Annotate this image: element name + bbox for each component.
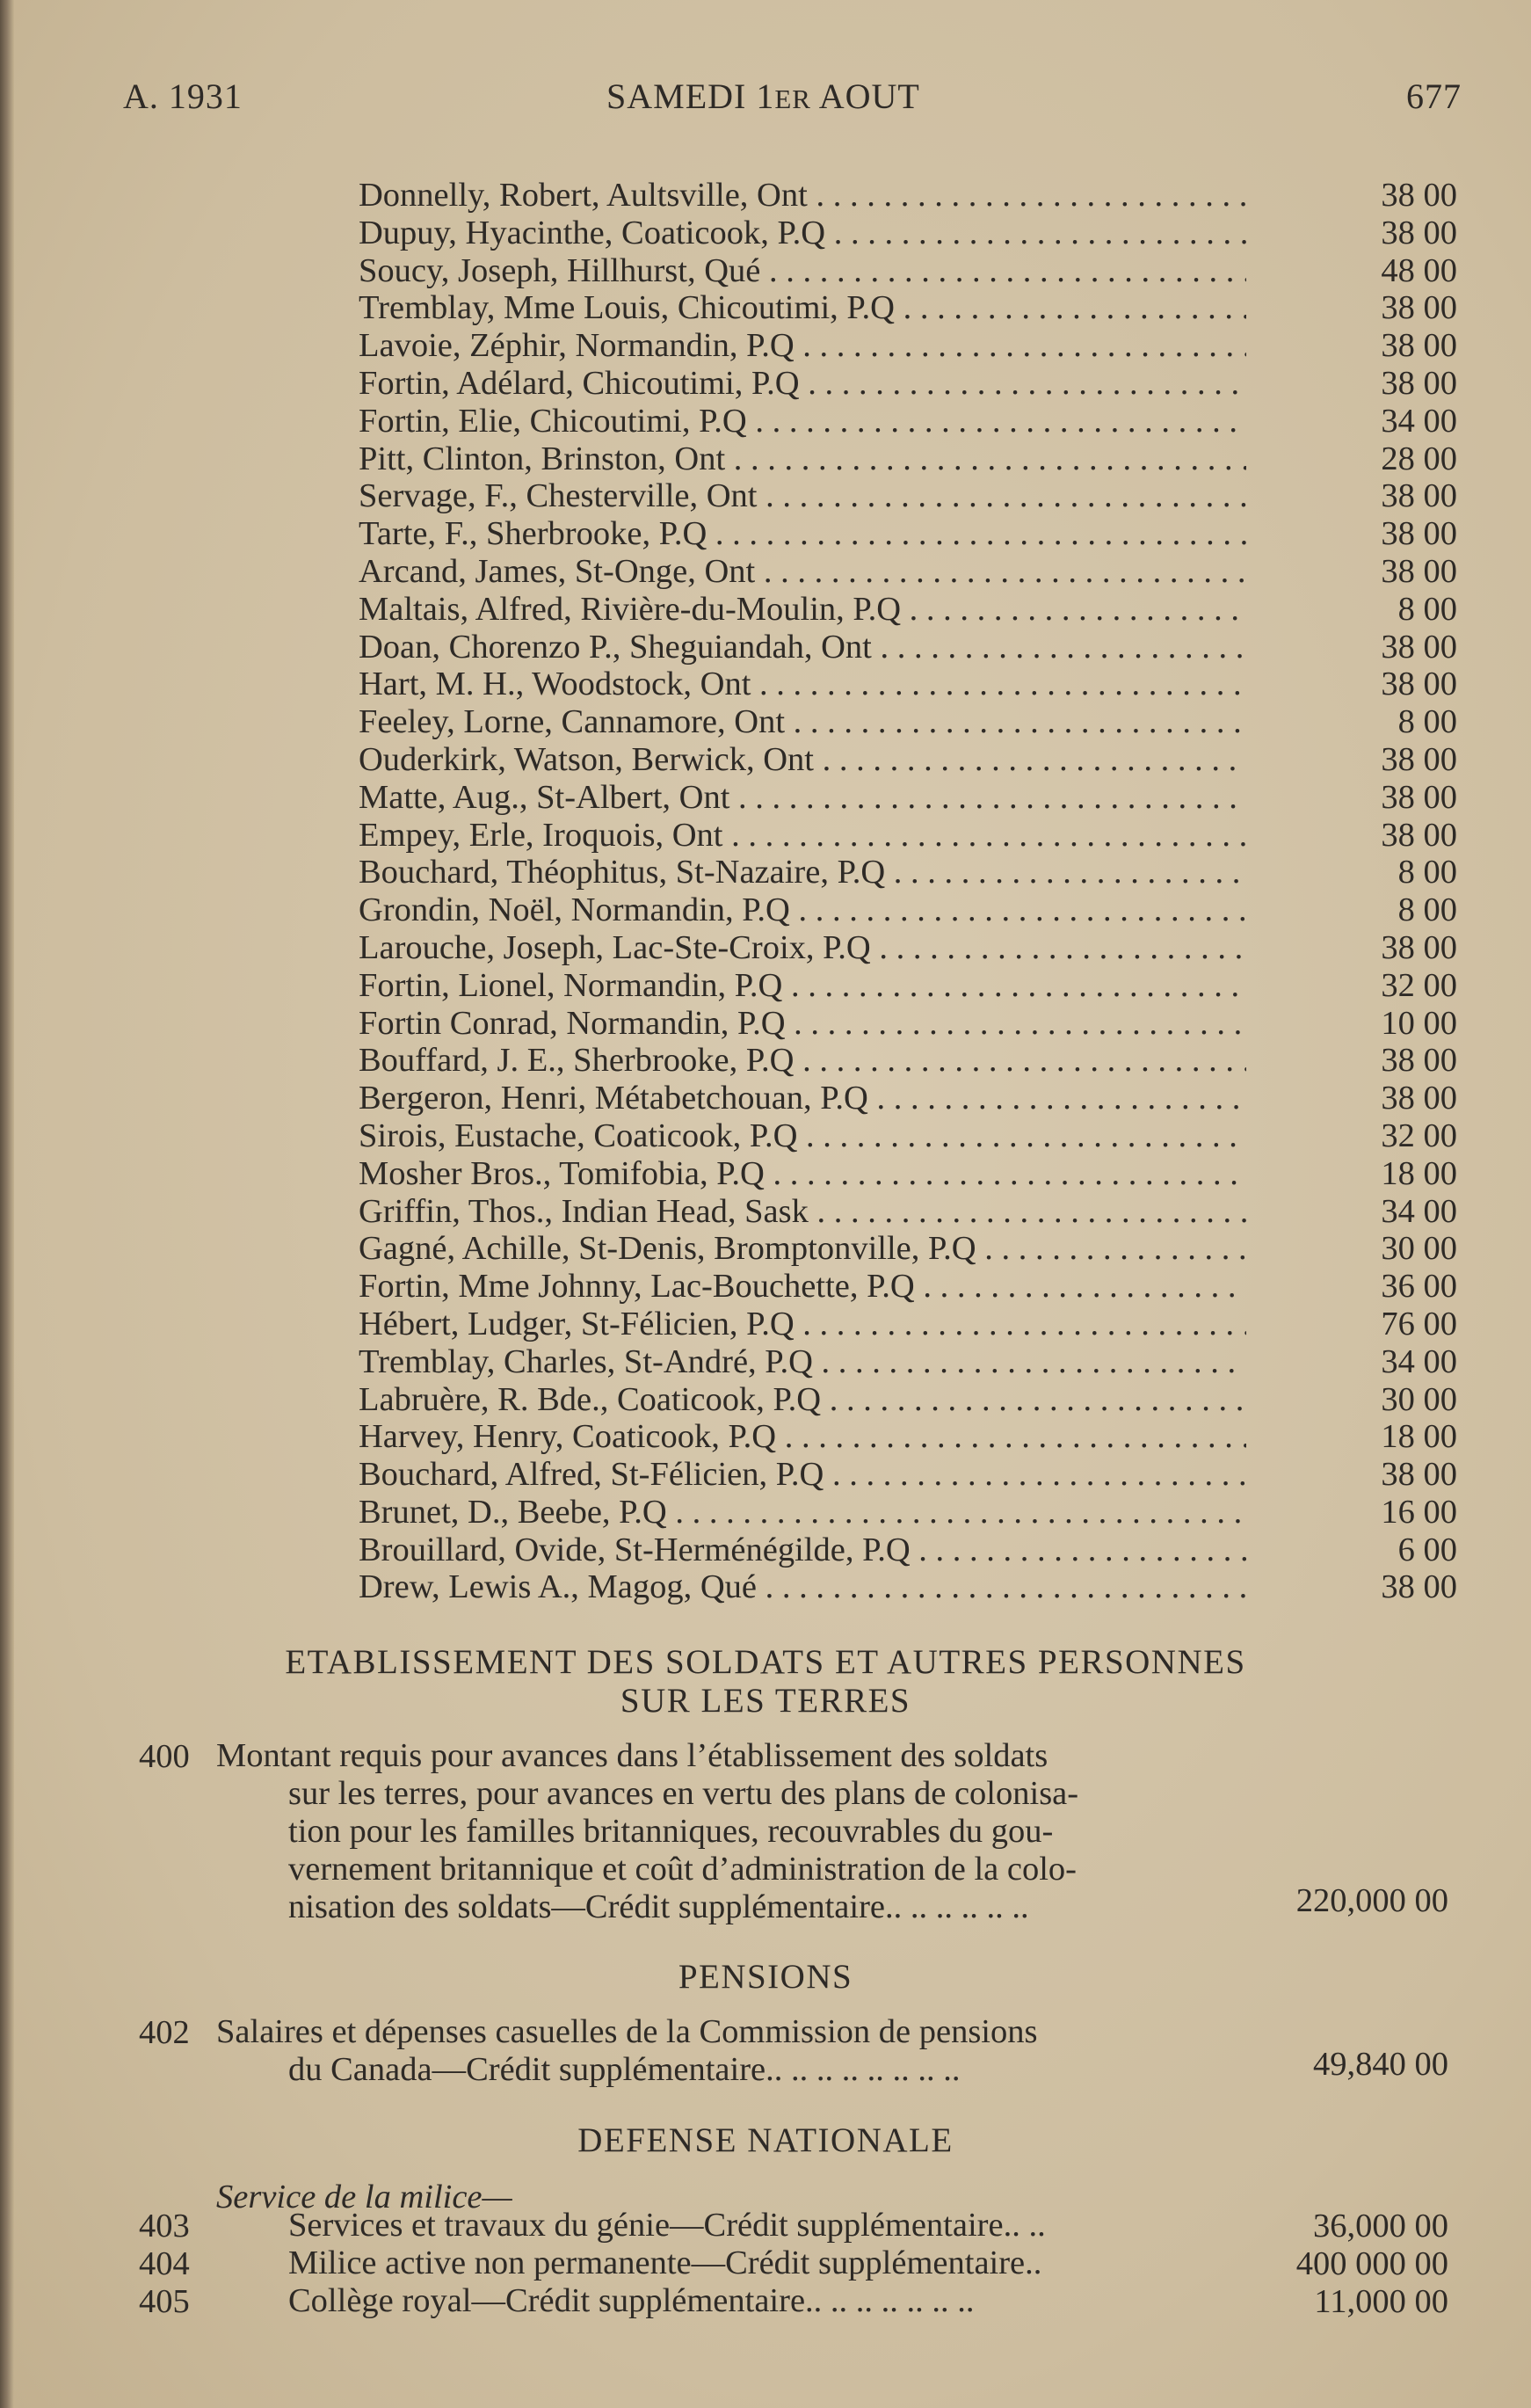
payee-amount: 38 00 [1381,740,1457,778]
payee-amount: 38 00 [1381,816,1457,854]
item-text-403: Services et travaux du génie—Crédit supplémentaire.. .. [288,2207,1046,2244]
payee-amount: 76 00 [1381,1305,1457,1342]
payee-name: Doan, Chorenzo P., Sheguiandah, Ont . . . [359,628,1246,666]
item-number-400: 400 [139,1738,190,1775]
header-date [606,76,920,117]
list-item [359,1229,1457,1267]
payee-amount: 38 00 [1381,364,1457,402]
payee-name: Donnelly, Robert, Aultsville, Ont . . . [359,176,1246,215]
payee-amount: 38 00 [1381,214,1457,251]
payee-amount: 38 00 [1381,628,1457,666]
item-number-403: 403 [139,2208,190,2244]
payee-amount: 38 00 [1381,1568,1457,1606]
list-item [359,1531,1457,1568]
payee-name: Tremblay, Charles, St-André, P.Q . . . [359,1342,1246,1381]
payee-amount: 38 00 [1381,552,1457,590]
list-item [359,1417,1457,1455]
payee-name: Brouillard, Ovide, St-Herménégilde, P.Q . . . [359,1531,1246,1569]
payee-name: Hart, M. H., Woodstock, Ont . . . [359,665,1246,703]
list-item [359,665,1457,702]
payee-amount: 38 00 [1381,1042,1457,1080]
section-title-pensions: PENSIONS [678,1958,853,1996]
list-item [359,1493,1457,1531]
payee-name: Fortin, Elie, Chicoutimi, P.Q . . . [359,402,1246,440]
payee-name: Soucy, Joseph, Hillhurst, Qué . . . [359,251,1246,290]
header-year: A. 1931 [123,76,243,116]
item-text-405: Collège royal—Crédit supplémentaire.. .. .. .. .. .. .. [288,2282,975,2319]
payee-name: Gagné, Achille, St-Denis, Bromptonville, P.Q . . . [359,1229,1246,1268]
payee-name: Drew, Lewis A., Magog, Qué . . . [359,1568,1246,1606]
payee-name: Hébert, Ludger, St-Félicien, P.Q . . . [359,1305,1246,1343]
payee-amount: 34 00 [1381,1342,1457,1380]
payee-amount: 38 00 [1381,289,1457,327]
list-item [359,891,1457,928]
section-title-etablissement: ETABLISSEMENT DES SOLDATS ET AUTRES PERSONNES [285,1643,1246,1681]
item-text-404: Milice active non permanente—Crédit supplémentaire.. [288,2244,1042,2281]
payee-name: Tarte, F., Sherbrooke, P.Q . . . [359,514,1246,553]
list-item [359,740,1457,778]
payee-list [359,176,1457,1605]
binding-edge [0,0,14,2408]
payee-amount: 38 00 [1381,928,1457,966]
payee-name: Fortin, Adélard, Chicoutimi, P.Q . . . [359,364,1246,403]
item-amount-404: 400 000 00 [1295,2245,1448,2282]
payee-name: Labruère, R. Bde., Coaticook, P.Q . . . [359,1380,1246,1419]
payee-name: Maltais, Alfred, Rivière-du-Moulin, P.Q . . . [359,590,1246,629]
payee-name: Bouchard, Alfred, St-Félicien, P.Q . . . [359,1455,1246,1494]
section-title-defense: DEFENSE NATIONALE [577,2121,954,2159]
list-item [359,628,1457,666]
list-item [359,1455,1457,1493]
payee-name: Pitt, Clinton, Brinston, Ont . . . [359,440,1246,478]
item-amount-400: 220,000 00 [1295,1882,1448,1919]
item-text-400-line5: nisation des soldats—Crédit supplémentaire.. .. .. .. .. .. [288,1888,1029,1925]
payee-name: Bouchard, Théophitus, St-Nazaire, P.Q . . . [359,853,1246,891]
payee-name: Harvey, Henry, Coaticook, P.Q . . . [359,1417,1246,1456]
section-subtitle-etablissement: SUR LES TERRES [620,1682,911,1720]
payee-amount: 8 00 [1397,590,1457,628]
page-number: 677 [1406,76,1462,116]
list-item [359,966,1457,1004]
payee-name: Lavoie, Zéphir, Normandin, P.Q . . . [359,326,1246,365]
payee-amount: 8 00 [1397,891,1457,929]
payee-name: Matte, Aug., St-Albert, Ont . . . [359,778,1246,817]
item-text-400-line4: vernement britannique et coût d’administration de la colo- [288,1851,1077,1888]
list-item [359,853,1457,891]
list-item [359,214,1457,251]
list-item [359,590,1457,628]
list-item [359,1117,1457,1154]
item-text-400-line3: tion pour les familles britanniques, recouvrables du gou- [288,1813,1054,1850]
payee-amount: 32 00 [1381,1117,1457,1154]
payee-name: Dupuy, Hyacinthe, Coaticook, P.Q . . . [359,214,1246,252]
item-number-402: 402 [139,2014,190,2051]
item-text-400-line2: sur les terres, pour avances en vertu des plans de colonisa- [288,1775,1079,1812]
payee-amount: 38 00 [1381,177,1457,214]
list-item [359,477,1457,514]
payee-amount: 30 00 [1381,1230,1457,1268]
list-item [359,1004,1457,1042]
list-item [359,1079,1457,1117]
payee-name: Arcand, James, St-Onge, Ont . . . [359,552,1246,591]
item-text-402-line1: Salaires et dépenses casuelles de la Commission de pensions [216,2013,1038,2050]
payee-amount: 18 00 [1381,1418,1457,1456]
payee-amount: 38 00 [1381,515,1457,553]
payee-name: Fortin, Mme Johnny, Lac-Bouchette, P.Q . . . [359,1267,1246,1306]
payee-amount: 6 00 [1397,1531,1457,1568]
payee-amount: 8 00 [1397,703,1457,741]
header-date-month: AOUT [810,76,920,116]
payee-amount: 38 00 [1381,666,1457,703]
payee-amount: 32 00 [1381,966,1457,1004]
list-item [359,928,1457,966]
payee-amount: 38 00 [1381,1456,1457,1494]
list-item [359,816,1457,854]
payee-amount: 38 00 [1381,327,1457,365]
list-item [359,552,1457,590]
list-item [359,364,1457,402]
payee-name: Grondin, Noël, Normandin, P.Q . . . [359,891,1246,929]
payee-name: Griffin, Thos., Indian Head, Sask . . . [359,1192,1246,1231]
defense-subtitle: Service de la milice— [216,2179,512,2215]
payee-amount: 10 00 [1381,1004,1457,1042]
payee-amount: 18 00 [1381,1154,1457,1192]
item-amount-403: 36,000 00 [1313,2208,1448,2244]
list-item [359,402,1457,440]
payee-name: Fortin, Lionel, Normandin, P.Q . . . [359,966,1246,1005]
payee-name: Brunet, D., Beebe, P.Q . . . [359,1493,1246,1531]
list-item [359,1192,1457,1230]
payee-amount: 38 00 [1381,778,1457,816]
payee-name: Empey, Erle, Iroquois, Ont . . . [359,816,1246,855]
payee-name: Fortin Conrad, Normandin, P.Q . . . [359,1004,1246,1043]
payee-name: Mosher Bros., Tomifobia, P.Q . . . [359,1154,1246,1193]
item-amount-405: 11,000 00 [1314,2283,1448,2320]
payee-amount: 16 00 [1381,1493,1457,1531]
payee-amount: 38 00 [1381,1080,1457,1117]
payee-name: Sirois, Eustache, Coaticook, P.Q . . . [359,1117,1246,1155]
list-item [359,702,1457,740]
payee-amount: 28 00 [1381,440,1457,477]
list-item [359,1380,1457,1418]
list-item [359,1154,1457,1192]
item-text-400-line1: Montant requis pour avances dans l’établissement des soldats [216,1737,1048,1774]
payee-name: Bergeron, Henri, Métabetchouan, P.Q . . . [359,1079,1246,1117]
list-item [359,1267,1457,1305]
payee-name: Larouche, Joseph, Lac-Ste-Croix, P.Q . . . [359,928,1246,967]
list-item [359,288,1457,326]
header-date-main: SAMEDI 1 [606,76,775,116]
item-amount-402: 49,840 00 [1313,2046,1448,2083]
list-item [359,326,1457,364]
list-item [359,440,1457,477]
item-number-404: 404 [139,2245,190,2282]
list-item [359,1041,1457,1079]
payee-name: Servage, F., Chesterville, Ont . . . [359,477,1246,515]
payee-name: Bouffard, J. E., Sherbrooke, P.Q . . . [359,1041,1246,1080]
payee-amount: 34 00 [1381,1192,1457,1230]
payee-amount: 38 00 [1381,477,1457,515]
header-date-superscript: ER [774,84,811,114]
item-text-402-line2: du Canada—Crédit supplémentaire.. .. .. .. .. .. .. .. [288,2051,961,2088]
list-item [359,1568,1457,1605]
payee-amount: 30 00 [1381,1380,1457,1418]
list-item [359,1305,1457,1342]
payee-name: Tremblay, Mme Louis, Chicoutimi, P.Q . . . [359,288,1246,327]
list-item [359,1342,1457,1380]
list-item [359,778,1457,816]
list-item [359,176,1457,214]
payee-amount: 36 00 [1381,1268,1457,1306]
payee-name: Ouderkirk, Watson, Berwick, Ont . . . [359,740,1246,779]
payee-amount: 8 00 [1397,854,1457,891]
payee-name: Feeley, Lorne, Cannamore, Ont . . . [359,702,1246,741]
list-item [359,251,1457,289]
list-item [359,514,1457,552]
payee-amount: 34 00 [1381,402,1457,440]
item-number-405: 405 [139,2283,190,2320]
payee-amount: 48 00 [1381,251,1457,289]
